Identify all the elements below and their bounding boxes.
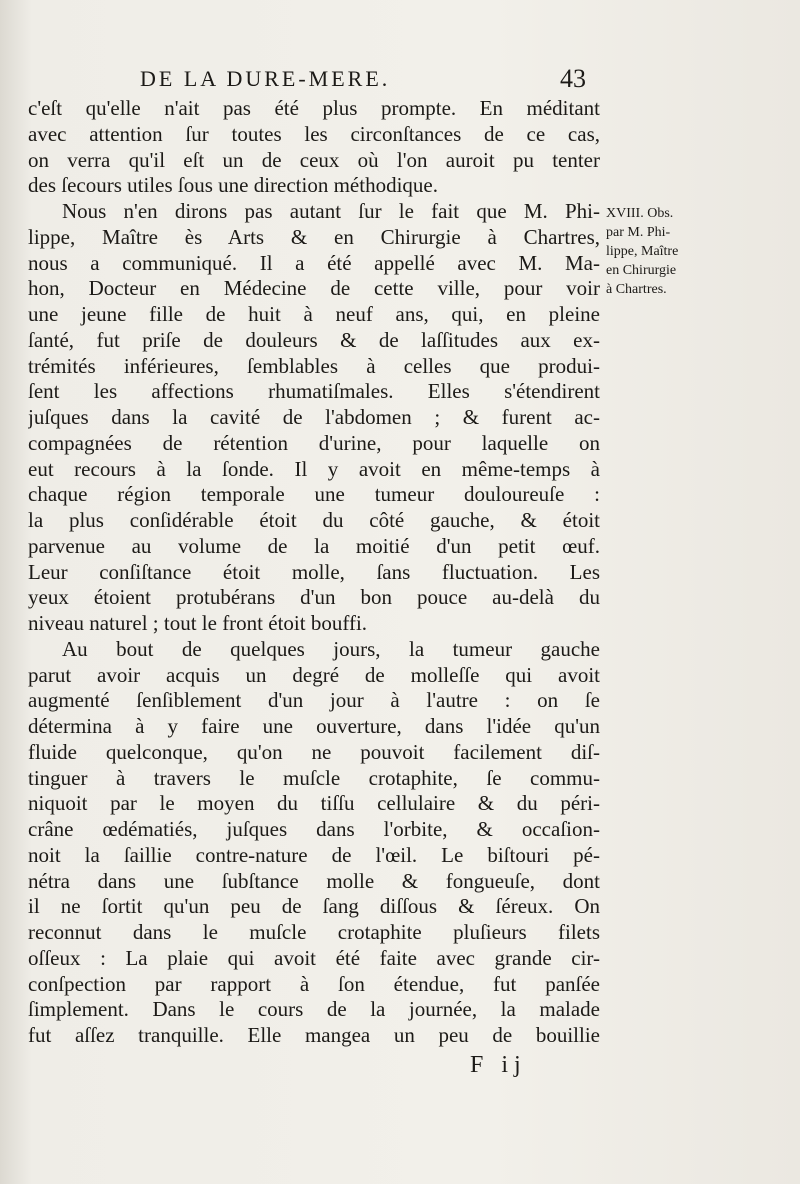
text-line: niquoit par le moyen du tiſſu cellulaire & du péri-	[28, 791, 600, 816]
text-line: yeux étoient protubérans d'un bon pouce au-delà du	[28, 585, 600, 610]
text-line: crâne œdématiés, juſques dans l'orbite, & occaſion-	[28, 817, 600, 841]
body-text	[28, 96, 600, 1049]
text-line: Au bout de quelques jours, la tumeur gauche	[62, 636, 600, 661]
page-number: 43	[560, 64, 586, 93]
text-line: eut recours à la ſonde. Il y avoit en même-temps à	[28, 456, 600, 481]
text-line: ſanté, fut priſe de douleurs & de laſſitudes aux ex-	[28, 327, 600, 352]
text-line: Nous n'en dirons pas autant ſur le fait que M. Phi-	[62, 199, 600, 223]
margin-note-line: XVIII. Obs.	[606, 206, 674, 221]
running-title: DE LA DURE-MERE.	[140, 66, 391, 91]
text-line: parut avoir acquis un degré de molleſſe qui avoit	[28, 662, 600, 687]
text-line: fut aſſez tranquille. Elle mangea un peu de bouillie	[28, 1023, 600, 1047]
text-line: c'eſt qu'elle n'ait pas été plus prompte. En méditant	[28, 96, 600, 120]
text-line: juſques dans la cavité de l'abdomen ; & furent ac-	[28, 405, 600, 429]
text-line: compagnées de rétention d'urine, pour laquelle on	[28, 430, 600, 455]
margin-note-line: en Chirurgie	[606, 263, 677, 278]
text-line: conſpection par rapport à ſon étendue, fut panſée	[28, 971, 600, 996]
margin-note-line: à Chartres.	[606, 282, 667, 297]
text-line: la plus conſidérable étoit du côté gauche, & étoit	[28, 508, 600, 532]
text-line: reconnut dans le muſcle crotaphite pluſieurs filets	[28, 920, 600, 944]
text-line: une jeune fille de huit à neuf ans, qui, en pleine	[28, 302, 600, 326]
margin-note-line: lippe, Maître	[606, 244, 679, 259]
text-line: fluide quelconque, qu'on ne pouvoit facilement diſ-	[28, 739, 600, 764]
text-line: ſent les affections rhumatiſmales. Elles s'étendirent	[28, 379, 600, 404]
margin-note-line: par M. Phi-	[606, 225, 671, 240]
signature-mark: F ij	[470, 1052, 527, 1078]
text-line: chaque région temporale une tumeur douloureuſe :	[28, 482, 600, 507]
text-line: oſſeux : La plaie qui avoit été faite avec grande cir-	[28, 945, 600, 970]
text-line: avec attention ſur toutes les circonſtances de ce cas,	[28, 121, 600, 146]
text-line: noit la ſaillie contre-nature de l'œil. Le biſtouri pé-	[28, 842, 600, 867]
text-line: détermina à y faire une ouverture, dans l'idée qu'un	[28, 714, 600, 738]
text-line: on verra qu'il eſt un de ceux où l'on auroit pu tenter	[28, 147, 600, 172]
text-line: lippe, Maître ès Arts & en Chirurgie à Chartres,	[28, 224, 600, 249]
text-line: parvenue au volume de la moitié d'un petit œuf.	[28, 533, 600, 558]
text-line: des ſecours utiles ſous une direction méthodique.	[28, 173, 438, 198]
text-line: ſimplement. Dans le cours de la journée, la malade	[28, 997, 600, 1022]
text-line: augmenté ſenſiblement d'un jour à l'autre : on ſe	[28, 688, 600, 713]
text-line: nous a communiqué. Il a été appellé avec M. Ma-	[28, 250, 600, 275]
text-line: tinguer à travers le muſcle crotaphite, ſe commu-	[28, 765, 600, 790]
text-line: trémités inférieures, ſemblables à celles que produi-	[28, 353, 600, 378]
margin-note	[606, 204, 716, 299]
text-line: hon, Docteur en Médecine de cette ville, pour voir	[28, 276, 600, 301]
text-line: niveau naturel ; tout le front étoit bouffi.	[28, 611, 368, 635]
text-line: Leur conſiſtance étoit molle, ſans fluctuation. Les	[28, 559, 600, 584]
text-line: il ne ſortit qu'un peu de ſang diſſous & ſéreux. On	[28, 894, 600, 919]
text-line: nétra dans une ſubſtance molle & fongueuſe, dont	[28, 868, 600, 893]
